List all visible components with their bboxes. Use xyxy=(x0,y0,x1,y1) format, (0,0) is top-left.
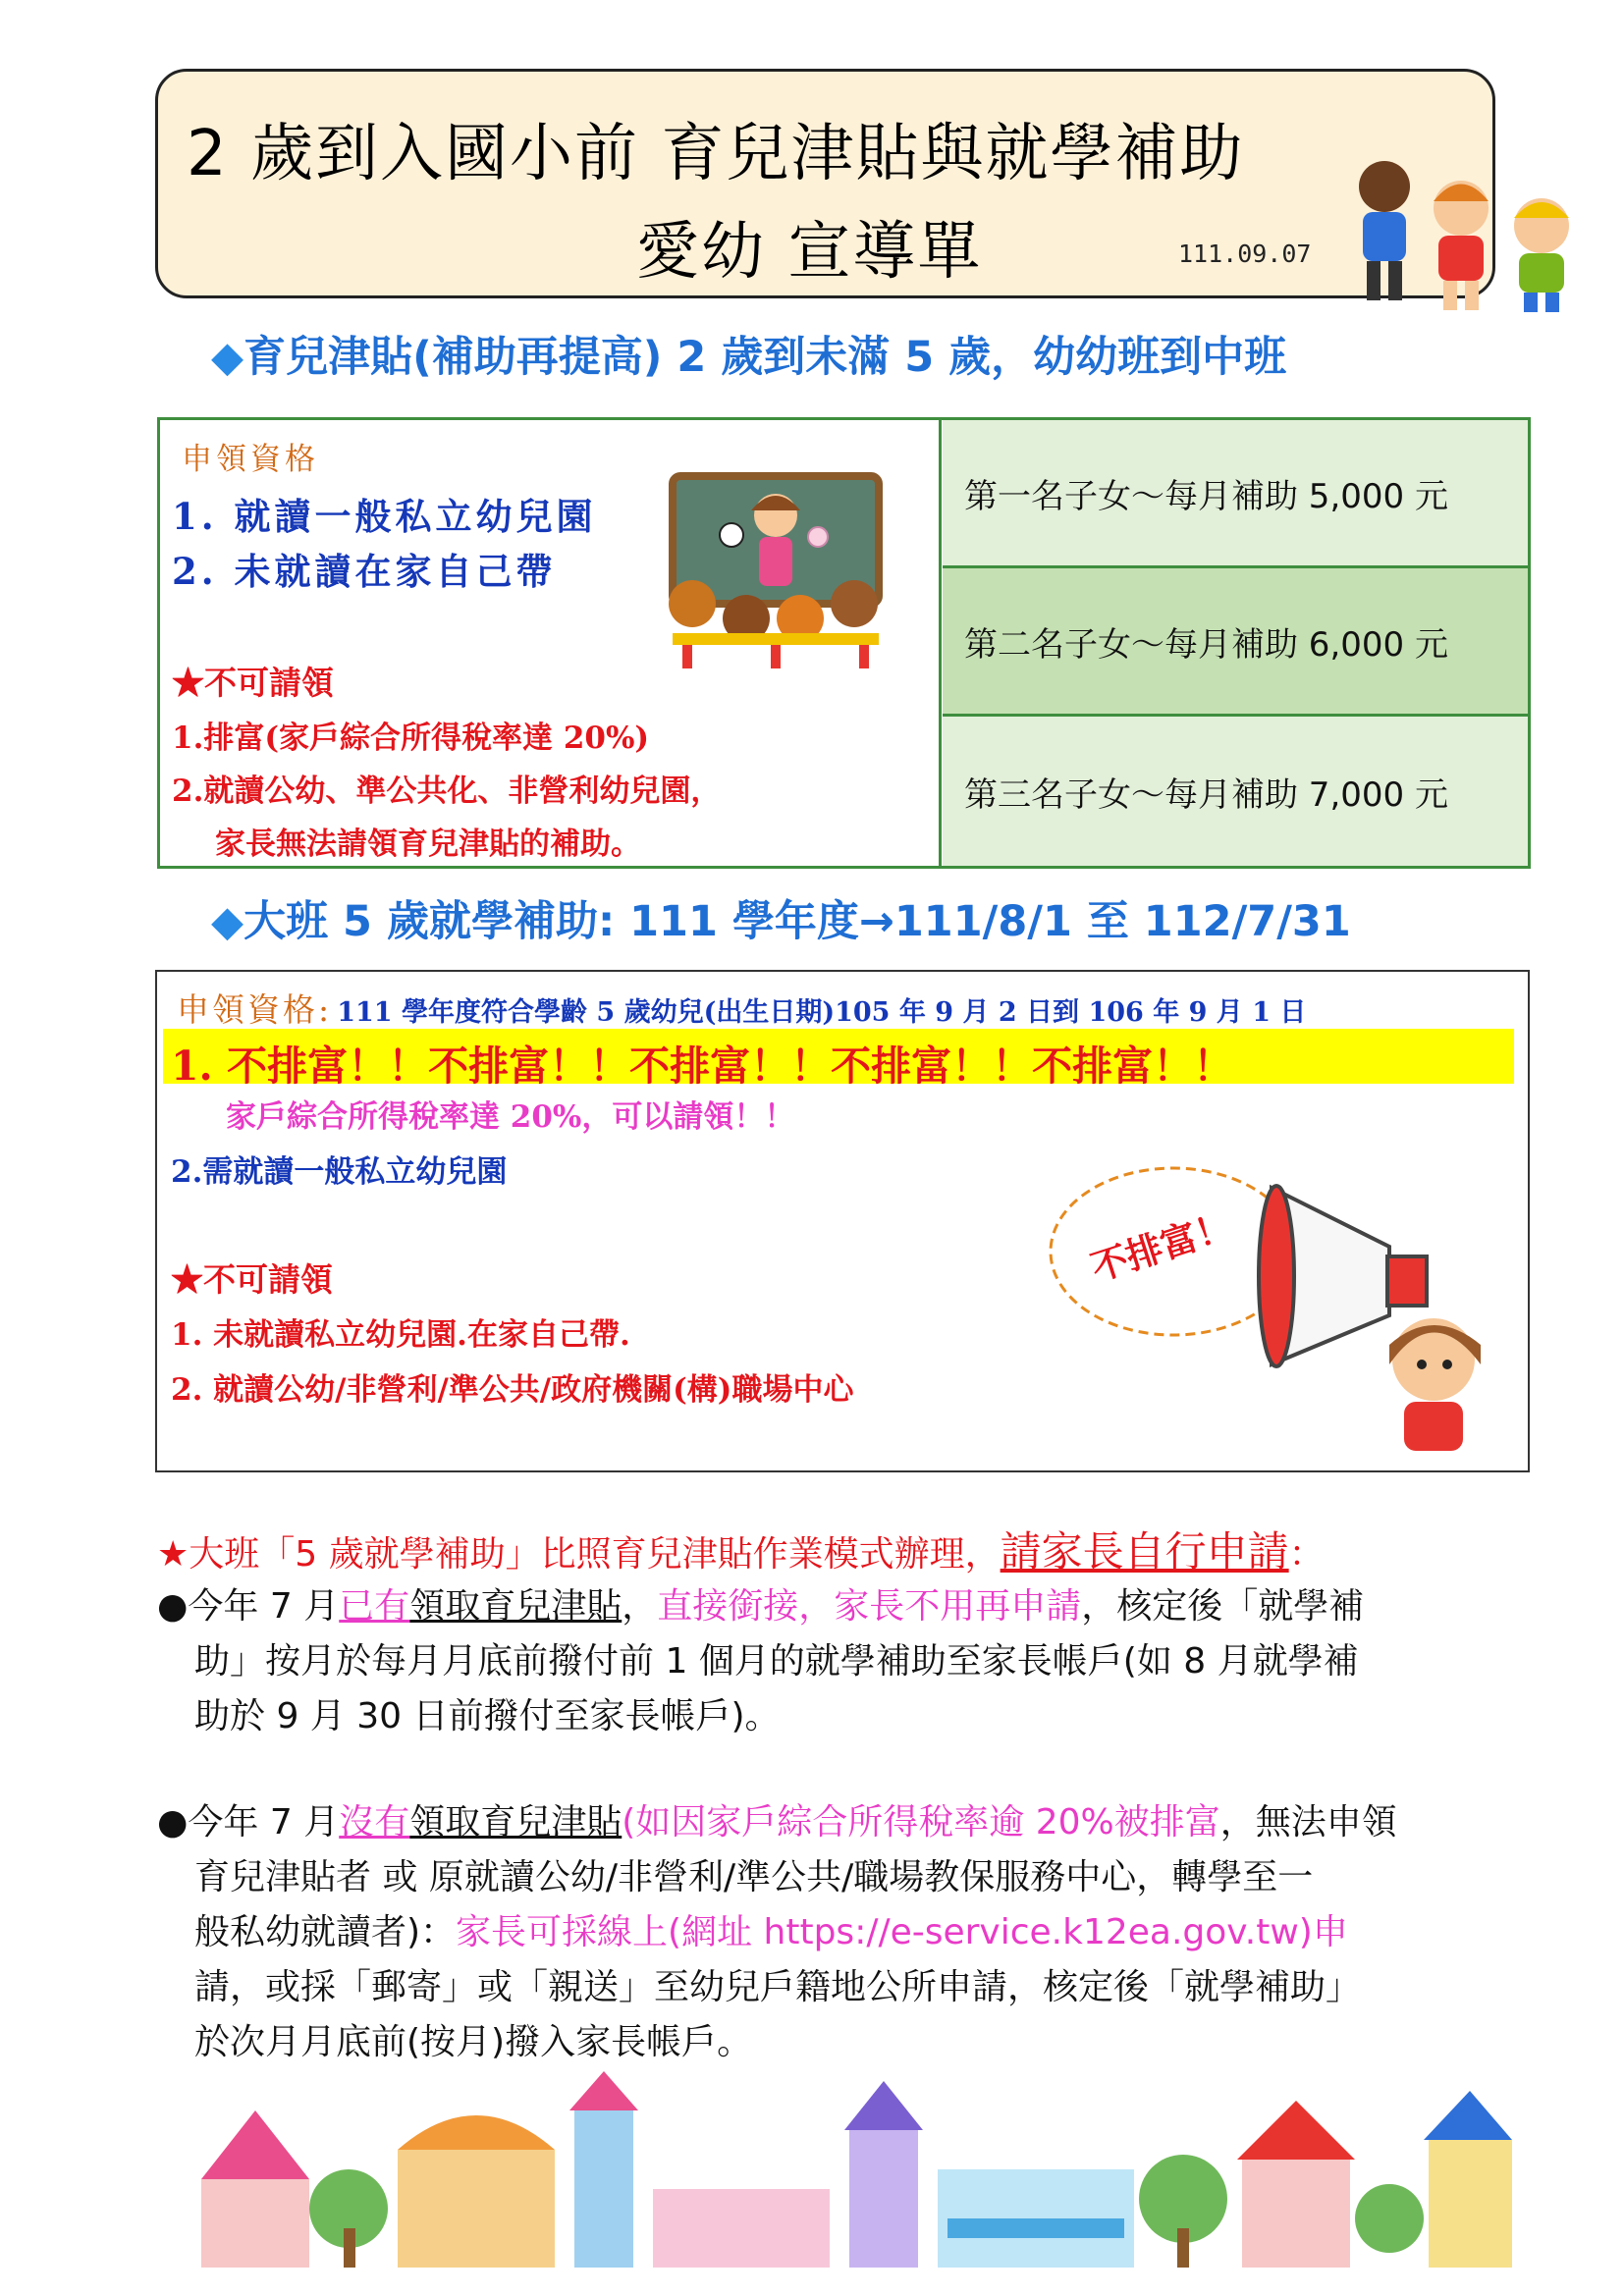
ineligible-label: ★不可請領 xyxy=(172,664,334,702)
ineligible-item-2: 2.就讀公幼、準公共化、非營利幼兒園， xyxy=(172,774,722,809)
s2-eligible-item-2: 2.需就讀一般私立幼兒園 xyxy=(171,1154,508,1190)
notice-p1-line1: ●今年 7 月已有領取育兒津貼，直接銜接，家長不用再申請，核定後「就學補 xyxy=(157,1586,1365,1627)
issue-date: 111.09.07 xyxy=(1178,240,1312,268)
notice-p2-line4: 請，或採「郵寄」或「親送」至幼兒戶籍地公所申請，核定後「就學補助」 xyxy=(194,1967,1362,2007)
ineligible-item-2-cont: 家長無法請領育兒津貼的補助。 xyxy=(215,827,641,862)
s2-ineligible-label: ★不可請領 xyxy=(171,1260,333,1299)
ineligible-item-1: 1.排富(家戶綜合所得稅率達 20%) xyxy=(172,721,650,756)
girl-illustration xyxy=(1365,1306,1512,1463)
notice-p2-line5: 於次月月底前(按月)撥入家長帳戶。 xyxy=(194,2022,753,2062)
classroom-illustration xyxy=(653,456,898,672)
notice-p2-line3: 般私幼就讀者)：家長可採線上(網址 https://e-service.k12ea.gov.tw)申 xyxy=(194,1912,1348,1952)
castle-illustration xyxy=(201,2071,1512,2268)
rate-row-1: 第一名子女～每月補助 5,000 元 xyxy=(943,420,1528,568)
eligibility-label: 申領資格 xyxy=(182,442,319,477)
notice-intro: ★大班「5 歲就學補助」比照育兒津貼作業模式辦理，請家長自行申請： xyxy=(157,1527,1325,1575)
no-means-test-note: 家戶綜合所得稅率達 20%，可以請領！！ xyxy=(226,1099,795,1135)
s2-eligibility-line: 申領資格: 111 學年度符合學齡 5 歲幼兒(出生日期)105 年 9 月 2 日到 106 年 9 月 1 日 xyxy=(177,990,1307,1029)
eligible-item-2: 2. 未就讀在家自己帶 xyxy=(172,550,557,593)
notice-p2-line2: 育兒津貼者 或 原就讀公幼/非營利/準公共/職場教保服務中心，轉學至一 xyxy=(194,1857,1314,1897)
s2-ineligible-item-1: 1. 未就讀私立幼兒園.在家自己帶. xyxy=(171,1317,630,1353)
section2-heading: ◆大班 5 歲就學補助: 111 學年度→111/8/1 至 112/7/31 xyxy=(211,897,1351,946)
s2-ineligible-item-2: 2. 就讀公幼/非營利/準公共/政府機關(構)職場中心 xyxy=(171,1372,854,1408)
rate-row-3: 第三名子女～每月補助 7,000 元 xyxy=(943,717,1528,866)
notice-p2-line1: ●今年 7 月沒有領取育兒津貼(如因家戶綜合所得稅率逾 20%被排富，無法申領 xyxy=(157,1802,1397,1842)
bubble-text: 不排富！ xyxy=(1086,1204,1238,1290)
notice-p1-line3: 助於 9 月 30 日前撥付至家長帳戶)。 xyxy=(194,1696,781,1736)
diamond-bullet-icon: ◆ xyxy=(211,897,244,946)
page-subtitle: 愛幼 宣導單 xyxy=(636,216,983,289)
rate-row-2: 第二名子女～每月補助 6,000 元 xyxy=(943,568,1528,717)
page-title: 2 歲到入國小前 育兒津貼與就學補助 xyxy=(187,118,1245,190)
diamond-bullet-icon: ◆ xyxy=(211,333,244,382)
eligible-item-1: 1. 就讀一般私立幼兒園 xyxy=(172,495,597,538)
section1-heading: ◆育兒津貼(補助再提高) 2 歲到未滿 5 歲，幼幼班到中班 xyxy=(211,333,1287,382)
kids-illustration xyxy=(1345,147,1591,314)
no-means-test-highlight: 1. 不排富！！不排富！！不排富！！不排富！！不排富！！ xyxy=(171,1042,1234,1090)
notice-p1-line2: 助」按月於每月月底前撥付前 1 個月的就學補助至家長帳戶(如 8 月就學補 xyxy=(194,1641,1359,1682)
